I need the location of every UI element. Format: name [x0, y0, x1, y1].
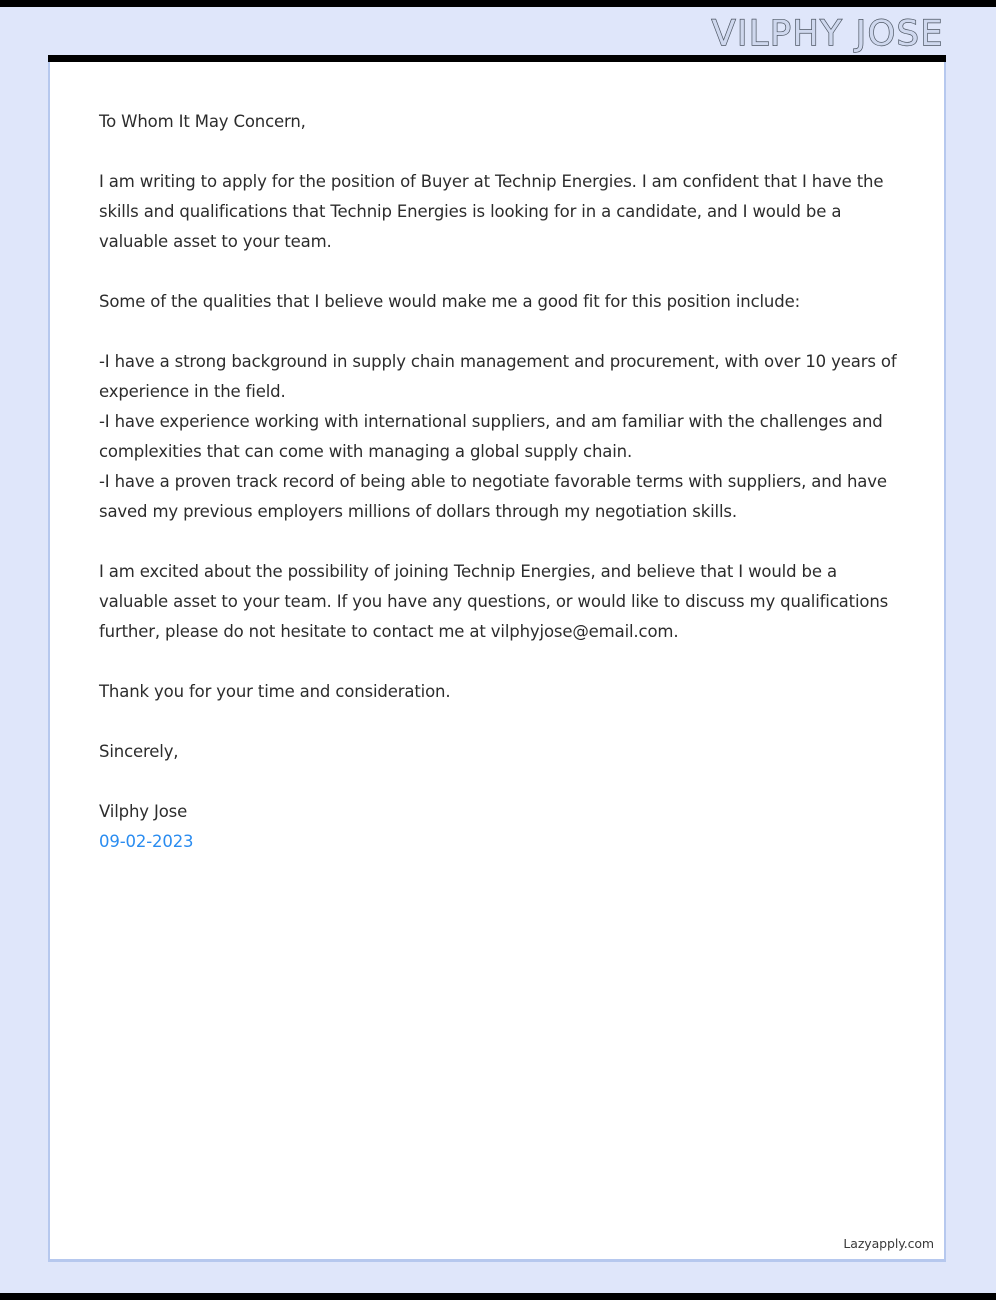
header-divider [48, 55, 946, 62]
salutation: To Whom It May Concern, [99, 112, 306, 131]
signature-name: Vilphy Jose [99, 802, 188, 821]
qualities-lead-paragraph: Some of the qualities that I believe would make me a good fit for this position include: [99, 292, 800, 311]
thanks-paragraph: Thank you for your time and consideration. [99, 682, 451, 701]
signature-date: 09-02-2023 [99, 832, 194, 851]
intro-paragraph: I am writing to apply for the position of Buyer at Technip Energies. I am confident that I have the skills and qualifications that Technip Energies is looking for in a candidate, and I would be a valuable asset to your team. [99, 172, 884, 251]
footer-watermark: Lazyapply.com [843, 1236, 934, 1251]
bullet-item: -I have a strong background in supply chain management and procurement, with over 10 years of experience in the field. [99, 352, 897, 401]
sign-off: Sincerely, [99, 742, 179, 761]
bullet-item: -I have a proven track record of being able to negotiate favorable terms with suppliers, and have saved my previous employers millions of dollars through my negotiation skills. [99, 472, 887, 521]
letter-content [99, 107, 897, 857]
page-title: VILPHY JOSE [711, 14, 944, 54]
letterhead [48, 7, 946, 62]
letter-sheet [48, 62, 946, 1262]
closing-paragraph: I am excited about the possibility of joining Technip Energies, and believe that I would be a valuable asset to your team. If you have any questions, or would like to discuss my qualifications further, please do not hesitate to contact me at vilphyjose@email.com. [99, 562, 889, 641]
page-background [0, 7, 996, 1293]
bullet-item: -I have experience working with international suppliers, and am familiar with the challenges and complexities that can come with managing a global supply chain. [99, 412, 883, 461]
